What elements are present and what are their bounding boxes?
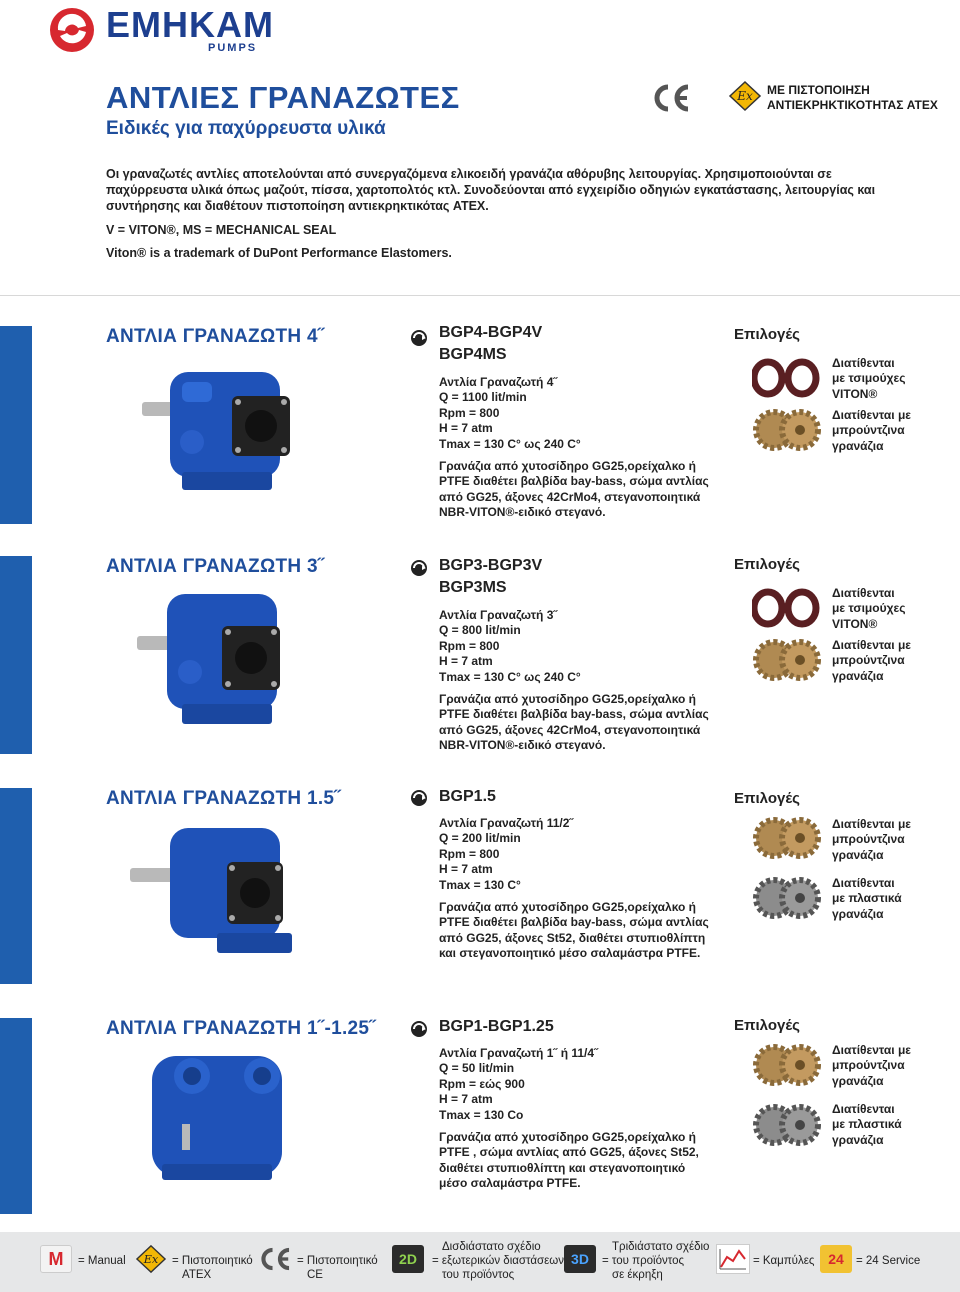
viton-seals-image	[752, 358, 822, 403]
description	[439, 459, 709, 521]
model-primary: BGP1-BGP1.25	[439, 1018, 554, 1035]
spec-head: H = 7 atm	[439, 862, 493, 877]
option-line: Διατίθενται	[832, 356, 895, 370]
spec-rpm: Rpm = 800	[439, 405, 500, 420]
intro-paragraph: Οι γραναζωτές αντλίες αποτελούνται από συνεργαζόμενα ελικοειδή γρανάζια αθόρυβης λειτουργίας. Χρησιμοποιούνται σε παχύρρευστα υλικά όπως μαζούτ, πίσσα, χαρτοπολτός κτλ. Συνοδεύονται από εγχειρίδιο οδηγιών εγκατάστασης, λειτουργίας και συντήρησης και διαθέτουν πιστοποίηση αντιεκρηκτικότας ATEX.	[106, 167, 876, 213]
brand-sub: PUMPS	[208, 42, 258, 54]
plastic-gears-image	[752, 1103, 822, 1152]
description	[439, 692, 709, 754]
description-line: Γρανάζια από χυτοσίδηρο GG25,ορείχαλκο ή	[439, 692, 697, 706]
legend-3d-line-1: Τριδιάστατο σχέδιο	[612, 1241, 710, 1253]
legend-ce	[297, 1254, 378, 1282]
svg-text:Ex: Ex	[143, 1252, 159, 1266]
option-line: με τσιμούχες	[832, 601, 906, 616]
section-side-bar	[0, 326, 32, 524]
option-line: Διατίθενται με	[832, 817, 911, 831]
model-secondary: BGP4MS	[439, 346, 507, 363]
legend-2d-line-2: = εξωτερικών διαστάσεων	[432, 1255, 564, 1267]
pump-1-inch-image	[122, 1046, 292, 1201]
option-line: Διατίθενται	[832, 586, 895, 600]
legend-atex-line-2: ATEX	[182, 1269, 212, 1281]
legend-2d-line-1: Δισδιάστατο σχέδιο	[442, 1241, 541, 1253]
atex-ex-icon[interactable]	[134, 1244, 168, 1274]
drawing-2d-icon[interactable]: 2D	[392, 1245, 424, 1273]
option-line: γρανάζια	[832, 847, 884, 862]
pump-rotation-icon	[410, 559, 428, 577]
option-line: με πλαστικά	[832, 891, 902, 906]
legend-atex	[172, 1254, 253, 1282]
option-line: γρανάζια	[832, 1073, 884, 1088]
options-label: Επιλογές	[734, 790, 800, 807]
option-line: Διατίθενται με	[832, 638, 911, 652]
spec-head: H = 7 atm	[439, 1092, 493, 1107]
section-side-bar	[0, 556, 32, 754]
section-title: ΑΝΤΛΙΑ ΓΡΑΝΑΖΩΤΗ 4˝	[106, 326, 325, 347]
spec-rpm: Rpm = 800	[439, 846, 500, 861]
model-names	[439, 786, 496, 808]
legend-3d	[602, 1240, 709, 1282]
description-line: PTFE διαθέτει βαλβίδα bay-bass, σώμα αντλίας	[439, 915, 709, 930]
option-viton-text	[832, 356, 942, 402]
spec-list	[439, 816, 573, 893]
model-primary: BGP4-BGP4V	[439, 324, 543, 341]
bronze-gears-image	[752, 1043, 822, 1092]
pump-3-inch-image	[122, 586, 292, 741]
atex-certification-label	[767, 83, 938, 113]
option-plastic-text	[832, 876, 942, 922]
spec-type: Αντλία Γραναζωτή 4˝	[439, 375, 558, 389]
option-line: γρανάζια	[832, 1132, 884, 1147]
spec-list	[439, 1046, 598, 1123]
trademark-note: Viton® is a trademark of DuPont Performance Elastomers.	[106, 246, 452, 260]
section-title: ΑΝΤΛΙΑ ΓΡΑΝΑΖΩΤΗ 1˝-1.25˝	[106, 1018, 376, 1039]
description-line: από GG25, άξονες 42CrMo4, στεγανοποιητικά	[439, 489, 701, 504]
spec-tmax: Tmax = 130 C°	[439, 877, 521, 892]
option-line: γρανάζια	[832, 438, 884, 453]
brand-logo	[48, 4, 274, 54]
header-divider	[0, 295, 960, 296]
option-viton-text	[832, 586, 942, 632]
model-names	[439, 1016, 554, 1038]
description-line: διαθέτει στυπιοθλίπτη και στεγανοποιητικό	[439, 1160, 686, 1175]
model-primary: BGP1.5	[439, 788, 496, 805]
options-label: Επιλογές	[734, 326, 800, 343]
plastic-gears-image	[752, 876, 822, 925]
spec-rpm: Rpm = 800	[439, 638, 500, 653]
section-title: ΑΝΤΛΙΑ ΓΡΑΝΑΖΩΤΗ 3˝	[106, 556, 325, 577]
section-side-bar	[0, 1018, 32, 1214]
abbreviation-note: V = VITON®, MS = MECHANICAL SEAL	[106, 223, 337, 237]
option-line: μπρούντζινα	[832, 832, 905, 847]
legend-3d-line-2: = του προϊόντος	[602, 1255, 685, 1267]
manual-icon[interactable]: M	[40, 1245, 72, 1273]
option-line: μπρούντζινα	[832, 1058, 905, 1073]
section-side-bar	[0, 788, 32, 984]
pump-rotation-icon	[410, 789, 428, 807]
legend-manual: = Manual	[78, 1255, 126, 1267]
ce-mark-icon	[648, 83, 694, 113]
spec-rpm: Rpm = εώς 900	[439, 1076, 525, 1091]
spec-type: Αντλία Γραναζωτή 3˝	[439, 608, 558, 622]
page-title: ΑΝΤΛΙΕΣ ΓΡΑΝΑΖΩΤΕΣ	[106, 80, 460, 115]
options-label: Επιλογές	[734, 1017, 800, 1034]
bronze-gears-image	[752, 408, 822, 457]
description	[439, 1130, 709, 1192]
options-label: Επιλογές	[734, 556, 800, 573]
description-line: NBR-VITON®-ειδικό στεγανό.	[439, 505, 606, 520]
legend-service: = 24 Service	[856, 1255, 921, 1267]
pump-1-5-inch-image	[122, 818, 302, 973]
atex-line-1: ΜΕ ΠΙΣΤΟΠΟΙΗΣΗ	[767, 83, 870, 97]
legend-ce-line-1: = Πιστοποιητικό	[297, 1255, 378, 1267]
legend-2d-line-3: του προϊόντος	[442, 1269, 515, 1281]
atex-ex-icon	[728, 80, 762, 112]
brand-name: EMHKAM	[106, 4, 274, 45]
description-line: Γρανάζια από χυτοσίδηρο GG25,ορείχαλκο ή	[439, 459, 697, 473]
option-line: VITON®	[832, 386, 878, 401]
description-line: από GG25, άξονες 42CrMo4, στεγανοποιητικά	[439, 722, 701, 737]
spec-flow: Q = 50 lit/min	[439, 1061, 515, 1076]
section-title: ΑΝΤΛΙΑ ΓΡΑΝΑΖΩΤΗ 1.5˝	[106, 788, 341, 809]
option-plastic-text	[832, 1102, 942, 1148]
legend-2d	[432, 1240, 564, 1282]
model-primary: BGP3-BGP3V	[439, 557, 543, 574]
description-line: NBR-VITON®-ειδικό στεγανό.	[439, 738, 606, 753]
page-subtitle: Ειδικές για παχύρρευστα υλικά	[106, 118, 386, 139]
option-line: Διατίθενται	[832, 876, 895, 890]
service-24-icon[interactable]: 24	[820, 1245, 852, 1273]
description-line: Γρανάζια από χυτοσίδηρο GG25,ορείχαλκο ή	[439, 1130, 697, 1144]
description-line: Γρανάζια από χυτοσίδηρο GG25,ορείχαλκο ή	[439, 900, 697, 914]
svg-text:Ex: Ex	[737, 89, 753, 103]
description-line: PTFE , σώμα αντλίας από GG25, άξονες St52,	[439, 1145, 699, 1160]
description-line: από GG25, άξονες St52, διαθέτει στυπιοθλίπτη	[439, 930, 706, 945]
option-line: Διατίθενται με	[832, 1043, 911, 1057]
option-bronze-text	[832, 817, 942, 863]
legend-curves: = Καμπύλες	[753, 1255, 815, 1267]
description-line: και στεγανοποιητικό μέσο σαλαμάστρα PTFE.	[439, 946, 701, 961]
option-line: μπρούντζινα	[832, 653, 905, 668]
viton-seals-image	[752, 588, 822, 633]
option-line: Διατίθενται με	[832, 408, 911, 422]
description-line: μέσο σαλαμάστρα PTFE.	[439, 1176, 581, 1191]
spec-list	[439, 375, 581, 452]
bronze-gears-image	[752, 638, 822, 687]
curves-chart-icon[interactable]	[716, 1244, 750, 1274]
spec-tmax: Tmax = 130 C° ως 240 C°	[439, 436, 581, 451]
legend-3d-line-3: σε έκρηξη	[612, 1269, 663, 1281]
option-bronze-text	[832, 408, 942, 454]
pump-rotation-icon	[410, 1020, 428, 1038]
option-line: με πλαστικά	[832, 1117, 902, 1132]
bronze-gears-image	[752, 816, 822, 865]
description-line: PTFE διαθέτει βαλβίδα bay-bass, σώμα αντλίας	[439, 707, 709, 722]
pump-4-inch-image	[122, 362, 302, 507]
spec-type: Αντλία Γραναζωτή 1˝ ή 11/4˝	[439, 1046, 599, 1060]
model-secondary: BGP3MS	[439, 579, 507, 596]
legend-ce-line-2: CE	[307, 1269, 323, 1281]
spec-tmax: Tmax = 130 Co	[439, 1107, 524, 1122]
spec-tmax: Tmax = 130 C° ως 240 C°	[439, 669, 581, 684]
pump-rotation-icon	[410, 329, 428, 347]
option-bronze-text	[832, 638, 942, 684]
description	[439, 900, 709, 962]
option-line: γρανάζια	[832, 668, 884, 683]
spec-list	[439, 608, 581, 685]
option-line: Διατίθενται	[832, 1102, 895, 1116]
drawing-3d-icon[interactable]: 3D	[564, 1245, 596, 1273]
spec-flow: Q = 1100 lit/min	[439, 390, 527, 405]
atex-line-2: ΑΝΤΙΕΚΡΗΚΤΙΚΟΤΗΤΑΣ ATEX	[767, 98, 938, 112]
legend-atex-line-1: = Πιστοποιητικό	[172, 1255, 253, 1267]
spec-head: H = 7 atm	[439, 654, 493, 669]
logo-swirl-icon	[48, 6, 98, 54]
description-line: PTFE διαθέτει βαλβίδα bay-bass, σώμα αντλίας	[439, 474, 709, 489]
spec-head: H = 7 atm	[439, 421, 493, 436]
option-line: γρανάζια	[832, 906, 884, 921]
option-line: με τσιμούχες	[832, 371, 906, 386]
model-names	[439, 322, 542, 366]
option-line: VITON®	[832, 616, 878, 631]
spec-type: Αντλία Γραναζωτή 11/2˝	[439, 816, 574, 830]
option-bronze-text	[832, 1043, 942, 1089]
spec-flow: Q = 800 lit/min	[439, 623, 521, 638]
ce-mark-icon[interactable]	[256, 1246, 294, 1272]
option-line: μπρούντζινα	[832, 423, 905, 438]
model-names	[439, 555, 542, 599]
spec-flow: Q = 200 lit/min	[439, 831, 521, 846]
